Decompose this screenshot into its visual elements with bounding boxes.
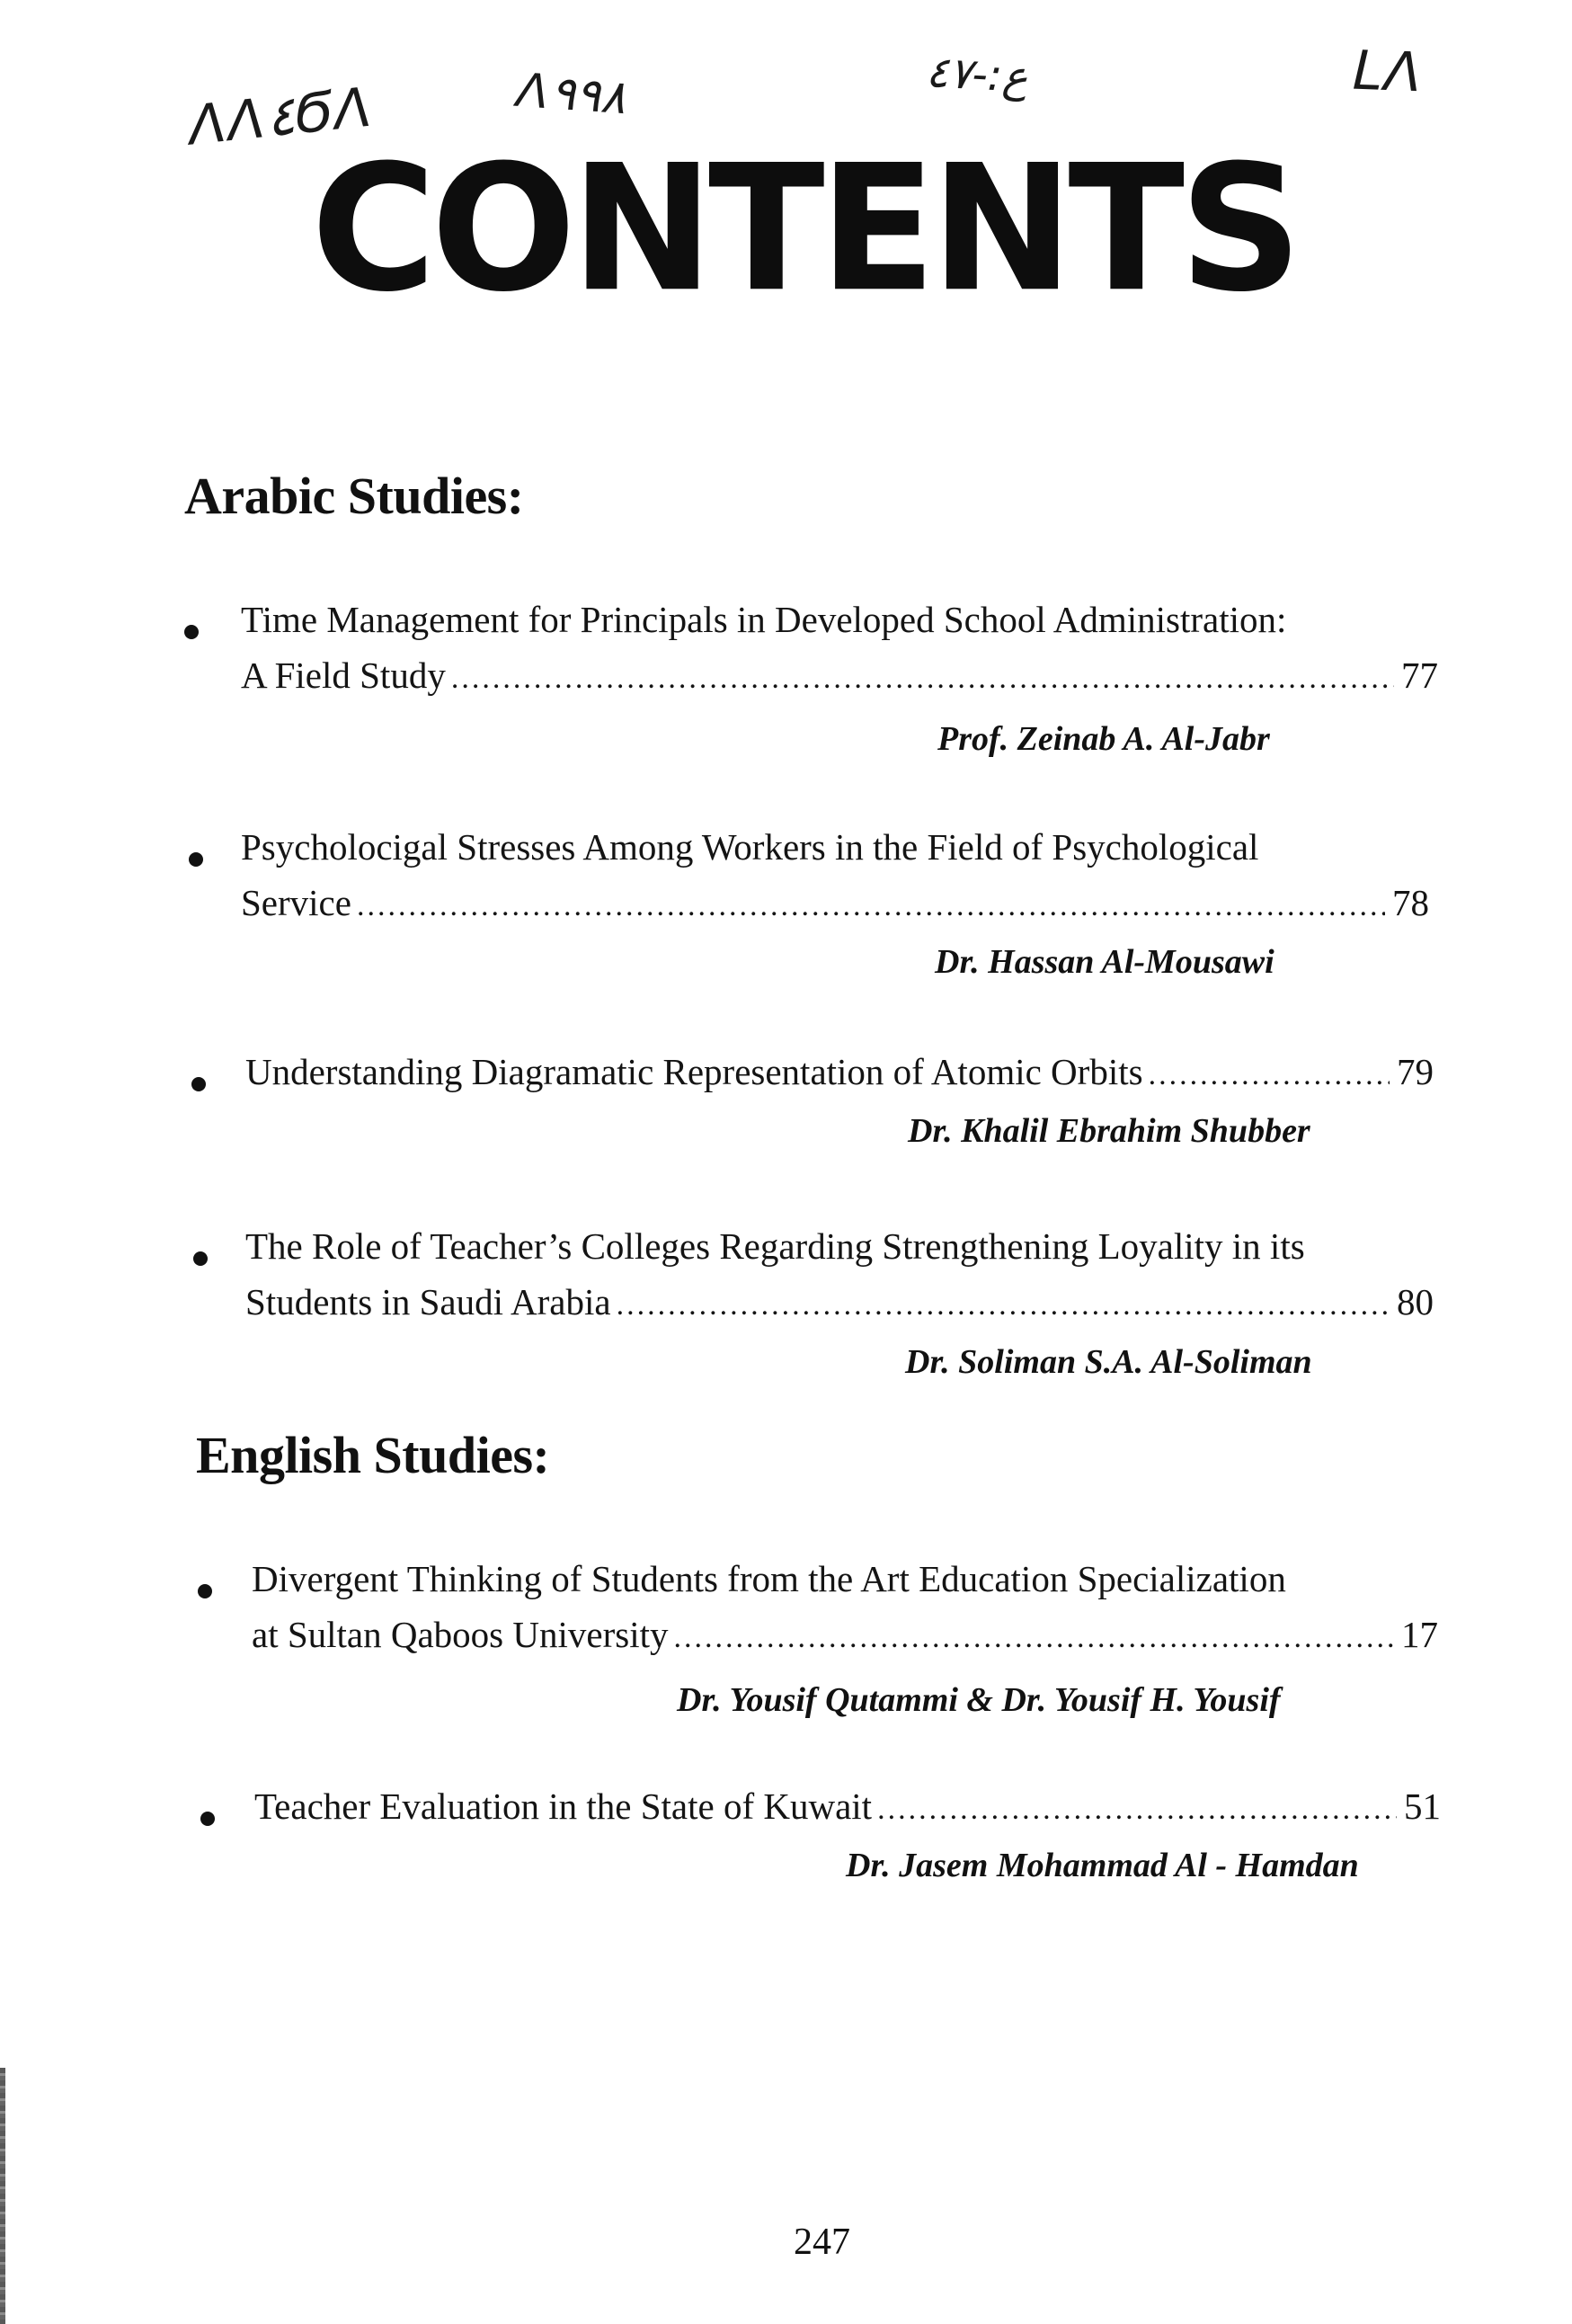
toc-entry-title-line: Service <box>241 882 351 923</box>
toc-entry-author: Prof. Zeinab A. Al-Jabr <box>937 720 1270 758</box>
toc-entry-title-line: Teacher Evaluation in the State of Kuwait <box>254 1785 873 1827</box>
toc-entry-title-line: Time Management for Principals in Developed School Administration: <box>241 599 1287 640</box>
handwritten-annotation-year: Λ٩٩٨ <box>515 63 628 126</box>
bullet-icon <box>198 1584 212 1598</box>
scan-edge-artifact <box>0 2068 5 2324</box>
dot-leader <box>451 663 1394 694</box>
page-title: CONTENTS <box>311 127 1297 331</box>
toc-entry-leader-line <box>245 1281 1434 1322</box>
toc-entry-title-line: Students in Saudi Arabia <box>245 1281 611 1322</box>
bullet-icon <box>184 625 199 639</box>
toc-entry-title-line: Understanding Diagramatic Representation of Atomic Orbits <box>245 1051 1143 1092</box>
toc-entry-page-number[interactable]: 78 <box>1392 882 1429 923</box>
toc-entry-title-line: A Field Study <box>241 654 446 696</box>
dot-leader <box>673 1623 1394 1653</box>
bullet-icon <box>200 1812 215 1826</box>
section-heading-english-studies: English Studies: <box>196 1426 550 1484</box>
toc-entry-author: Dr. Hassan Al-Mousawi <box>935 943 1274 981</box>
section-heading-arabic-studies: Arabic Studies: <box>184 467 524 525</box>
toc-entry-author: Dr. Soliman S.A. Al-Soliman <box>905 1343 1312 1381</box>
dot-leader <box>877 1794 1397 1825</box>
toc-entry-page-number[interactable]: 51 <box>1404 1785 1441 1827</box>
toc-entry-leader-line <box>241 654 1438 696</box>
toc-entry-leader-line <box>252 1616 1438 1653</box>
toc-entry-title-line: Psycholocigal Stresses Among Workers in the Field of Psychological <box>241 826 1259 868</box>
toc-entry-leader-line <box>245 1051 1434 1092</box>
toc-entry-page-number[interactable]: 17 <box>1401 1614 1438 1655</box>
dot-leader <box>617 1290 1390 1321</box>
dot-leader <box>357 891 1385 922</box>
bullet-icon <box>193 1251 208 1266</box>
toc-entry-author: Dr. Jasem Mohammad Al - Hamdan <box>846 1847 1359 1884</box>
toc-entry-leader-line <box>241 882 1429 923</box>
handwritten-annotation-1: ΛΛ٤ϬΛ <box>185 76 377 158</box>
page-number: 247 <box>794 2222 850 2263</box>
toc-entry-leader-line <box>254 1785 1441 1827</box>
handwritten-annotation-issue: ع:-٤٧ <box>924 47 1030 102</box>
toc-entry-title-line: The Role of Teacher’s Colleges Regarding Strengthening Loyality in its <box>245 1225 1305 1267</box>
toc-entry-page-number[interactable]: 80 <box>1397 1281 1434 1322</box>
bullet-icon <box>189 852 203 867</box>
toc-entry-page-number[interactable]: 77 <box>1401 654 1438 696</box>
toc-entry-author: Dr. Khalil Ebrahim Shubber <box>908 1112 1310 1150</box>
toc-entry-title-line: Divergent Thinking of Students from the Art Education Specialization <box>252 1558 1286 1599</box>
toc-entry-author: Dr. Yousif Qutammi & Dr. Yousif H. Yousif <box>677 1681 1281 1719</box>
toc-entry-title-line: at Sultan Qaboos University <box>252 1614 669 1655</box>
dot-leader <box>1149 1060 1390 1091</box>
toc-entry-page-number[interactable]: 79 <box>1397 1051 1434 1092</box>
bullet-icon <box>191 1077 206 1091</box>
handwritten-annotation-4: LΛ <box>1351 39 1425 105</box>
